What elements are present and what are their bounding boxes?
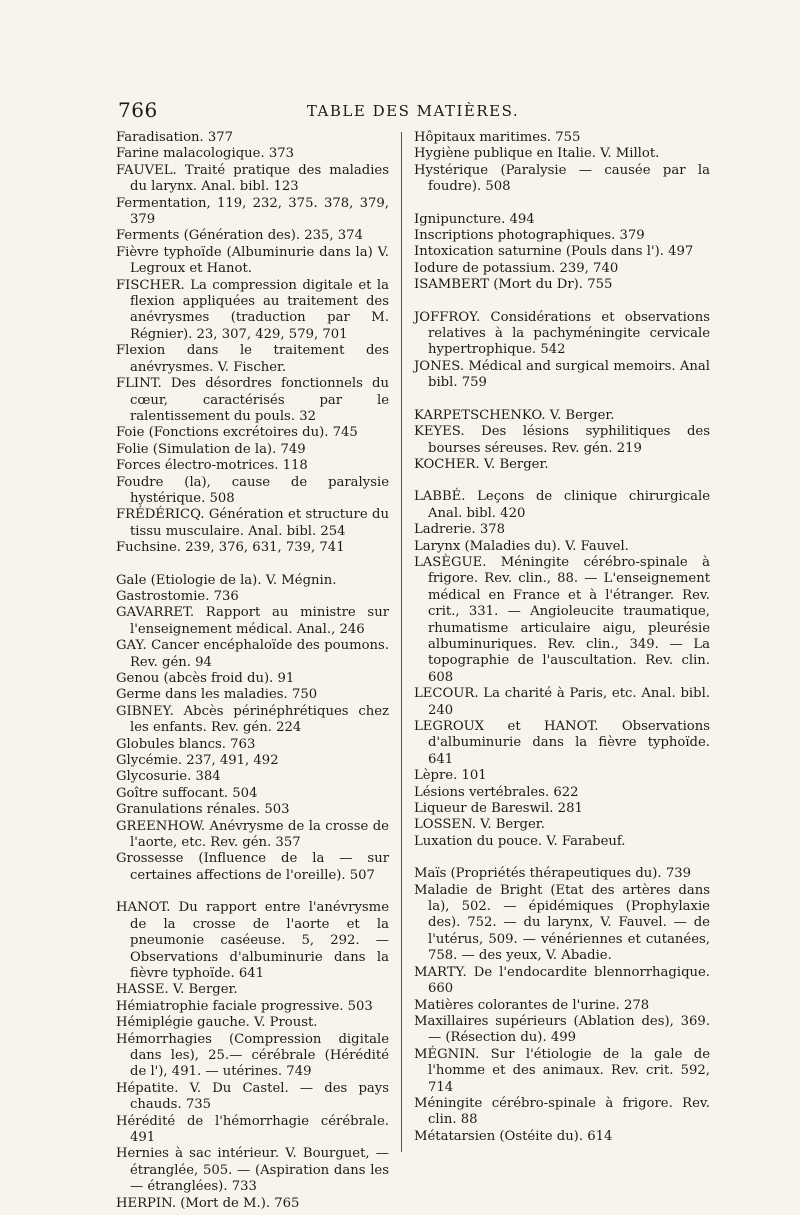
index-entry: Folie (Simulation de la). 749 [116, 441, 306, 457]
index-entry: MARTY. De l'endocardite blennorrhagique. 660 [414, 964, 710, 997]
index-entry: Luxation du pouce. V. Farabeuf. [414, 833, 626, 849]
index-entry: Hémorrhagies (Compression digitale dans les), 25.— cérébrale (Hérédité de l'), 491. — utérines. 749 [116, 1031, 389, 1080]
index-entry: FAUVEL. Traité pratique des maladies du larynx. Anal. bibl. 123 [116, 162, 389, 195]
index-entry: GAY. Cancer encéphaloïde des poumons. Rev. gén. 94 [116, 638, 389, 670]
index-entry: Liqueur de Bareswil. 281 [414, 801, 583, 817]
index-entry: Foudre (la), cause de paralysie hystérique. 508 [116, 474, 389, 506]
index-entry: HASSE. V. Berger. [116, 982, 238, 998]
index-entry: Ladrerie. 378 [414, 522, 506, 538]
index-entry: Foie (Fonctions excrétoires du). 745 [116, 425, 358, 441]
index-entry: Ferments (Génération des). 235, 374 [116, 228, 363, 244]
index-entry: Hôpitaux maritimes. 755 [414, 130, 581, 145]
index-entry: Germe dans les maladies. 750 [116, 687, 318, 703]
index-entry: Maxillaires supérieurs (Ablation des), 369. — (Résection du). 499 [414, 1013, 710, 1046]
index-entry: Faradisation. 377 [116, 130, 234, 145]
index-entry: LOSSEN. V. Berger. [414, 817, 545, 833]
index-entry: Hépatite. V. Du Castel. — des pays chauds. 735 [116, 1080, 389, 1113]
index-entry: Méningite cérébro-spinale à frigore. Rev. clin. 88 [414, 1095, 710, 1128]
index-entry: FRÉDÉRICQ. Génération et structure du tissu musculaire. Anal. bibl. 254 [116, 507, 389, 539]
index-entry: Lèpre. 101 [414, 768, 487, 784]
index-entry: Forces électro-motrices. 118 [116, 458, 308, 474]
index-entry: Farine malacologique. 373 [116, 146, 295, 162]
index-entry: FISCHER. La compression digitale et la flexion appliquées au traitement des anévrysmes (traduction par M. Régnier). 23, 307, 429, 579, 701 [116, 277, 389, 342]
index-entry: FLINT. Des désordres fonctionnels du cœur, caractérisés par le ralentissement du pouls. 32 [116, 376, 389, 424]
index-entry: Grossesse (Influence de la — sur certaines affections de l'oreille). 507 [116, 851, 389, 883]
index-entry: JONES. Médical and surgical memoirs. Anal bibl. 759 [414, 358, 710, 391]
index-entry: KOCHER. V. Berger. [414, 456, 549, 472]
index-entry: KARPETSCHENKO. V. Berger. [414, 407, 615, 423]
index-entry: ISAMBERT (Mort du Dr). 755 [414, 277, 613, 293]
index-entry: Fermentation, 119, 232, 375. 378, 379, 379 [116, 195, 389, 228]
index-entry: Hémiplégie gauche. V. Proust. [116, 1015, 318, 1031]
index-entry: Gale (Etiologie de la). V. Mégnin. [116, 572, 337, 588]
index-entry: MÉGNIN. Sur l'étiologie de la gale de l'homme et des animaux. Rev. crit. 592, 714 [414, 1046, 710, 1095]
index-entry: Fièvre typhoïde (Albuminurie dans la) V. Legroux et Hanot. [116, 244, 389, 277]
index-entry: Fuchsine. 239, 376, 631, 739, 741 [116, 540, 345, 556]
running-title: TABLE DES MATIÈRES. [306, 102, 520, 120]
right-index-column [414, 130, 710, 1145]
index-entry: Flexion dans le traitement des anévrysmes. V. Fischer. [116, 343, 389, 375]
index-entry: GAVARRET. Rapport au ministre sur l'enseignement médical. Anal., 246 [116, 605, 389, 637]
index-entry: Granulations rénales. 503 [116, 802, 290, 818]
index-entry: Matières colorantes de l'urine. 278 [414, 997, 650, 1013]
index-entry: LEGROUX et HANOT. Observations d'albuminurie dans la fièvre typhoïde. 641 [414, 719, 710, 767]
index-entry: GREENHOW. Anévrysme de la crosse de l'aorte, etc. Rev. gén. 357 [116, 818, 389, 851]
index-entry: Larynx (Maladies du). V. Fauvel. [414, 538, 629, 554]
index-entry: Hérédité de l'hémorrhagie cérébrale. 491 [116, 1113, 389, 1145]
index-entry: Hémiatrophie faciale progressive. 503 [116, 998, 373, 1014]
index-entry: LECOUR. La charité à Paris, etc. Anal. bibl. 240 [414, 686, 710, 718]
page-number: 766 [118, 98, 158, 122]
index-entry: Hystérique (Paralysie — causée par la foudre). 508 [414, 162, 710, 195]
index-entry: Iodure de potassium. 239, 740 [414, 260, 619, 276]
index-entry: Métatarsien (Ostéite du). 614 [414, 1128, 613, 1144]
index-entry: LABBÉ. Leçons de clinique chirurgicale Anal. bibl. 420 [414, 489, 710, 521]
index-entry: Hernies à sac intérieur. V. Bourguet, — étranglée, 505. — (Aspiration dans les — étranglées). 733 [116, 1146, 389, 1195]
index-entry: Maïs (Propriétés thérapeutiques du). 739 [414, 866, 691, 882]
left-index-column [116, 130, 389, 1212]
index-entry: Hygiène publique en Italie. V. Millot. [414, 146, 660, 162]
index-entry: HANOT. Du rapport entre l'anévrysme de la crosse de l'aorte et la pneumonie caséeuse. 5, 292. — Observations d'albuminurie dans la fièvre typhoïde. 641 [116, 900, 389, 981]
page-header [118, 98, 708, 124]
index-entry: Globules blancs. 763 [116, 736, 256, 752]
index-entry: GIBNEY. Abcès périnéphrétiques chez les enfants. Rev. gén. 224 [116, 703, 389, 736]
index-entry: Glycémie. 237, 491, 492 [116, 753, 279, 769]
index-entry: Genou (abcès froid du). 91 [116, 671, 295, 686]
index-entry: KEYES. Des lésions syphilitiques des bourses séreuses. Rev. gén. 219 [414, 424, 710, 456]
index-entry: HERPIN. (Mort de M.). 765 [116, 1195, 300, 1211]
index-entry: Maladie de Bright (Etat des artères dans la), 502. — épidémiques (Prophylaxie des). 752. — du larynx, V. Fauvel. — de l'utérus, 509. — vénériennes et cutanées, 758. — des yeux, V. Abadie. [414, 882, 710, 964]
index-entry: Gastrostomie. 736 [116, 588, 239, 604]
column-divider [401, 132, 402, 1152]
index-entry: Goître suffocant. 504 [116, 785, 258, 801]
index-entry: JOFFROY. Considérations et observations relatives à la pachyméningite cervicale hypertrophique. 542 [414, 309, 710, 358]
index-entry: LASÈGUE. Méningite cérébro-spinale à frigore. Rev. clin., 88. — L'enseignement médical en France et à l'étranger. Rev. crit., 331. — Angioleucite traumatique, rhumatisme articulaire aigu, pleurésie albuminuriques. Rev. clin., 349. — La topographie de l'auscultation. Rev. clin. 608 [414, 554, 710, 685]
index-entry: Inscriptions photographiques. 379 [414, 228, 645, 244]
index-entry: Lésions vertébrales. 622 [414, 784, 579, 800]
index-entry: Glycosurie. 384 [116, 769, 221, 785]
index-entry: Ignipuncture. 494 [414, 211, 535, 227]
index-entry: Intoxication saturnine (Pouls dans l'). 497 [414, 244, 694, 260]
